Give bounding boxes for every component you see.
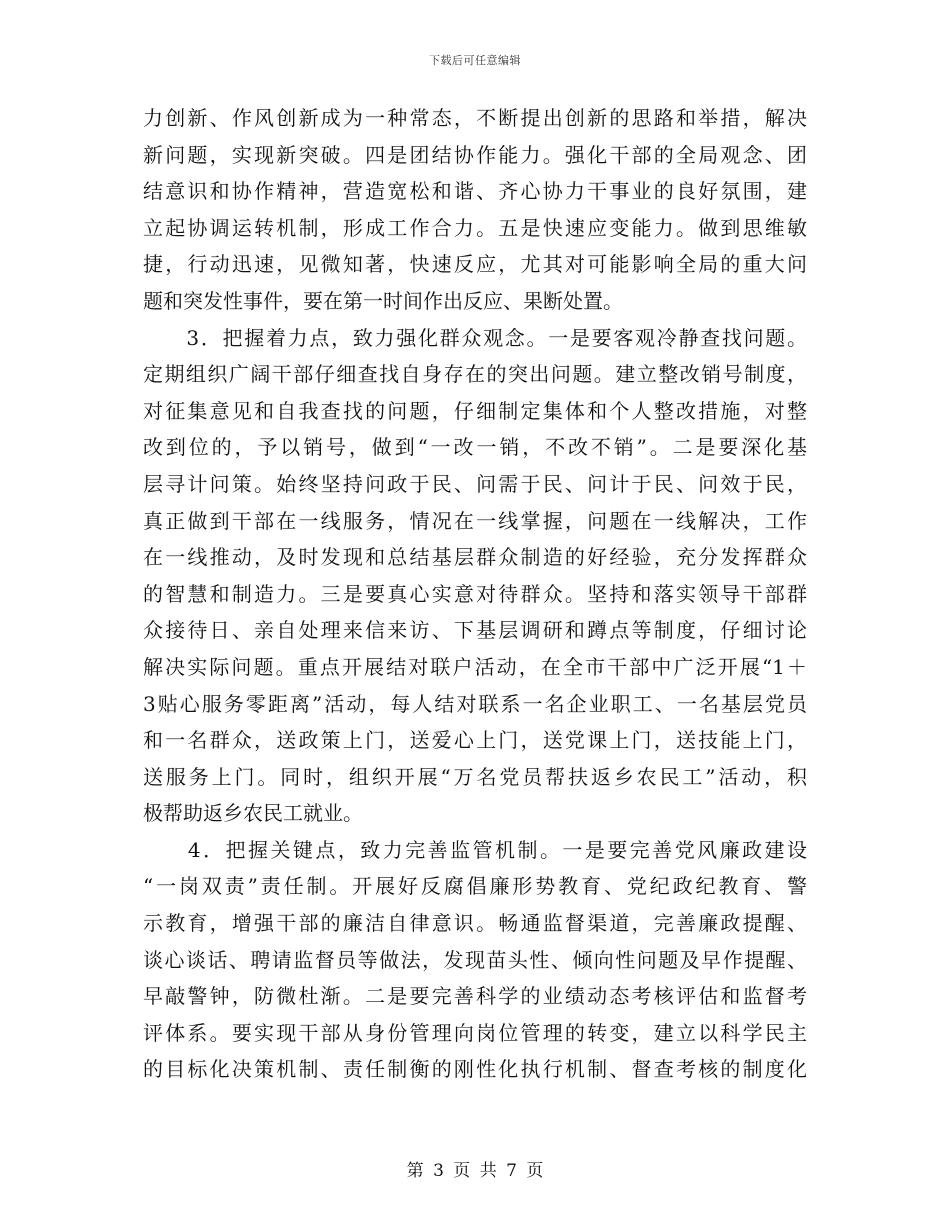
text-line: 捷，行动迅速，见微知著，快速反应，尤其对可能影响全局的重大问 bbox=[143, 252, 807, 277]
page-number: 第 3 页 共 7 页 bbox=[406, 1161, 544, 1181]
text-line: 立起协调运转机制，形成工作合力。五是快速应变能力。做到思维敏 bbox=[143, 215, 807, 240]
text-line: 示教育，增强干部的廉洁自律意识。畅通监督渠道，完善廉政提醒、 bbox=[143, 911, 807, 936]
text-line: 谈心谈话、聘请监督员等做法，发现苗头性、倾向性问题及早作提醒、 bbox=[143, 947, 807, 972]
text-line: 3贴心服务零距离”活动，每人结对联系一名企业职工、一名基层党员 bbox=[143, 691, 807, 716]
text-line: 送服务上门。同时，组织开展“万名党员帮扶返乡农民工”活动，积 bbox=[143, 764, 807, 789]
text-line: 众接待日、亲自处理来信来访、下基层调研和蹲点等制度，仔细讨论 bbox=[143, 618, 807, 643]
text-line: 和一名群众，送政策上门，送爱心上门，送党课上门，送技能上门， bbox=[143, 728, 807, 753]
text-line: 早敲警钟，防微杜渐。二是要完善科学的业绩动态考核评估和监督考 bbox=[143, 984, 807, 1009]
text-line: 题和突发性事件，要在第一时间作出反应、果断处置。 bbox=[143, 288, 623, 313]
page-header: 下载后可任意编辑 bbox=[429, 54, 521, 67]
text-line: 解决实际问题。重点开展结对联户活动，在全市干部中广泛开展“1＋ bbox=[143, 654, 807, 679]
text-line: 新问题，实现新突破。四是团结协作能力。强化干部的全局观念、团 bbox=[143, 142, 807, 167]
text-line: 力创新、作风创新成为一种常态，不断提出创新的思路和举措，解决 bbox=[143, 106, 807, 130]
text-line: 极帮助返乡农民工就业。 bbox=[143, 801, 363, 826]
text-line: 的目标化决策机制、责任制衡的刚性化执行机制、督查考核的制度化 bbox=[143, 1057, 807, 1082]
text-line: 层寻计问策。始终坚持问政于民、问需于民、问计于民、问效于民， bbox=[143, 471, 807, 496]
text-line: 真正做到干部在一线服务，情况在一线掌握，问题在一线解决，工作 bbox=[143, 508, 807, 533]
text-line: 4．把握关键点，致力完善监管机制。一是要完善党风廉政建设 bbox=[143, 837, 807, 862]
text-line: 结意识和协作精神，营造宽松和谐、齐心协力干事业的良好氛围，建 bbox=[143, 179, 807, 204]
text-line: 改到位的，予以销号，做到“一改一销，不改不销”。二是要深化基 bbox=[143, 435, 807, 460]
text-line: 的智慧和制造力。三是要真心实意对待群众。坚持和落实领导干部群 bbox=[143, 581, 807, 606]
text-line: 3．把握着力点，致力强化群众观念。一是要客观冷静查找问题。 bbox=[143, 325, 807, 350]
document-body bbox=[143, 100, 807, 1088]
text-line: “一岗双责”责任制。开展好反腐倡廉形势教育、党纪政纪教育、警 bbox=[143, 874, 807, 899]
text-line: 评体系。要实现干部从身份管理向岗位管理的转变，建立以科学民主 bbox=[143, 1020, 807, 1045]
text-line: 对征集意见和自我查找的问题，仔细制定集体和个人整改措施，对整 bbox=[143, 398, 807, 423]
text-line: 在一线推动，及时发现和总结基层群众制造的好经验，充分发挥群众 bbox=[143, 545, 807, 570]
text-line: 定期组织广阔干部仔细查找自身存在的突出问题。建立整改销号制度， bbox=[143, 362, 807, 387]
